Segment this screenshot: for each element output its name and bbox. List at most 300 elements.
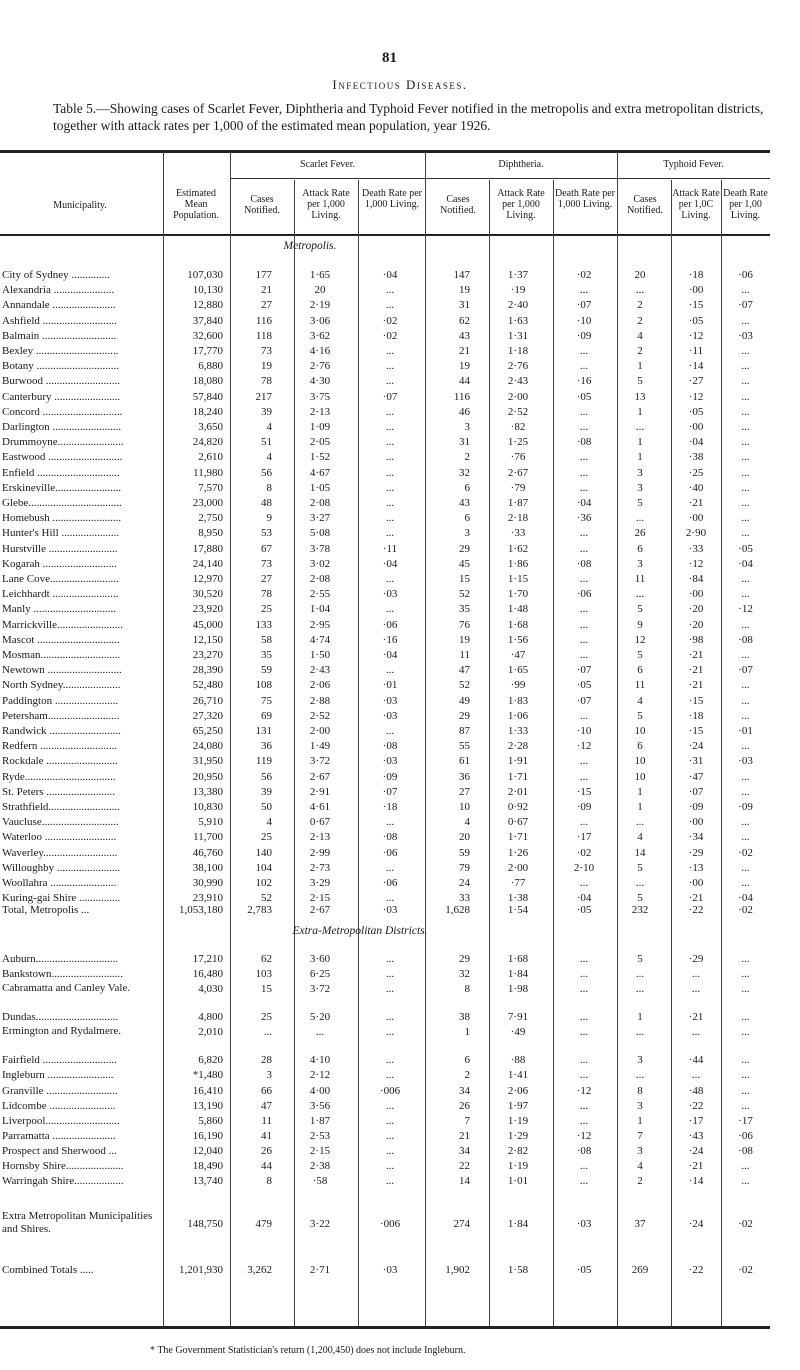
dip-death-cell: ... [579,1100,589,1112]
typ-attack-cell: ·05 [688,314,704,327]
population-cell: 5,910 [198,816,223,829]
municipality-cell: Annandale ....................... [2,299,116,312]
scarlet-death-cell: ·04 [382,649,398,661]
scarlet-death-cell: ·06 [382,846,398,859]
header-scarlet-cases: Cases Notified. [244,194,280,216]
typ-cases-cell: 3 [637,1054,643,1066]
dip-attack-cell: ·19 [510,284,526,297]
scarlet-cases-cell: 177 [255,269,272,281]
scarlet-cases-cell: 75 [261,694,272,707]
dip-cases-cell: 55 [459,740,470,753]
dip-cases-cell: 62 [459,314,470,327]
dip-attack-cell: 1·01 [507,1175,529,1187]
municipality-cell: Total, Metropolis ... [2,904,90,916]
population-cell: 18,490 [192,1160,223,1172]
scarlet-cases-cell: 21 [261,284,272,297]
table-row [0,420,770,435]
table-row [0,1174,770,1189]
municipality-cell: Alexandria ...................... [2,284,115,297]
municipality-cell: Fairfield ........................... [2,1054,117,1066]
typ-death-cell: ·02 [738,846,753,859]
dip-death-cell: ·09 [576,329,592,342]
typ-cases-cell: ... [635,1026,645,1038]
municipality-cell: Darlington ......................... [2,421,122,433]
scarlet-cases-cell: 3 [266,1069,272,1081]
dip-attack-cell: 1·84 [507,1218,529,1230]
dip-attack-cell: ·33 [510,527,526,540]
scarlet-death-cell: ·03 [382,709,398,722]
table-row [0,314,770,329]
typ-cases-cell: 6 [637,542,643,555]
typ-cases-cell: 1 [637,1011,643,1023]
typ-death-cell: ... [741,466,750,479]
table-row [0,283,770,298]
scarlet-death-cell: ... [385,481,395,494]
dip-cases-cell: 87 [459,725,470,737]
typ-death-cell: ... [741,816,750,829]
dip-death-cell: ·03 [576,1218,592,1230]
typ-death-cell: ... [741,451,750,464]
population-cell: 148,750 [187,1218,223,1230]
dip-attack-cell: 1·83 [507,694,529,707]
population-cell: 24,140 [192,557,223,570]
header-municipality: Municipality. [53,200,107,211]
scarlet-attack-cell: 1·05 [309,481,331,494]
table-row [0,450,770,465]
dip-cases-cell: 27 [459,785,470,798]
scarlet-death-cell: ·08 [382,831,398,844]
typ-cases-cell: ... [635,983,645,995]
dip-death-cell: ... [579,360,589,373]
municipality-cell: St. Peters ......................... [2,785,116,798]
typ-attack-cell: ·12 [688,329,704,342]
page-title: Infectious Diseases. [332,77,468,92]
typ-death-cell: ... [741,740,750,753]
scarlet-death-cell: ... [385,497,395,509]
dip-death-cell: ·12 [576,1085,592,1097]
scarlet-death-cell: ... [385,1011,395,1023]
dip-death-cell: ·10 [576,314,592,327]
dip-attack-cell: ·76 [510,451,526,464]
typ-cases-cell: 20 [634,269,646,281]
table-row [0,876,770,891]
dip-attack-cell: ·77 [510,877,526,889]
typ-cases-cell: ... [635,421,645,433]
typ-cases-cell: 4 [637,831,643,844]
typ-death-cell: ... [741,405,750,418]
typ-death-cell: ... [741,618,750,631]
dip-cases-cell: 19 [459,633,470,646]
dip-cases-cell: 46 [459,405,470,418]
typ-death-cell: ... [741,512,750,525]
scarlet-death-cell: ... [385,664,395,677]
typ-attack-cell: ·29 [688,846,704,859]
dip-attack-cell: 1·26 [507,846,529,859]
typ-death-cell: ·02 [738,904,753,916]
scarlet-cases-cell: 119 [255,755,272,768]
table-caption: Table 5.—Showing cases of Scarlet Fever, Diphtheria and Typhoid Fever notified in the metropolis and extra metropolitan districts, together with attack rates per 1,000 of the estimated mean population, year 1926. [53,101,764,133]
scarlet-death-cell: ... [385,360,395,373]
dip-death-cell: ... [579,1026,589,1038]
dip-attack-cell: 2·00 [507,390,529,403]
dip-attack-cell: 1·84 [507,968,529,980]
table-row [0,694,770,709]
typ-cases-cell: ... [635,816,645,829]
municipality-cell: Warringah Shire.................. [2,1175,124,1187]
typ-cases-cell: 14 [634,846,646,859]
municipality-cell: Dundas.............................. [2,1011,119,1023]
dip-cases-cell: 19 [459,360,470,373]
scarlet-death-cell: ·03 [382,694,398,707]
typ-attack-cell: ·98 [688,633,704,646]
dip-death-cell: ·02 [576,269,592,281]
dip-cases-cell: 3 [464,421,470,433]
scarlet-death-cell: ·06 [382,618,398,631]
dip-attack-cell: 1·33 [507,725,529,737]
municipality-cell: Kuring-gai Shire ............... [2,892,121,905]
scarlet-attack-cell: 4·67 [309,466,331,479]
typ-cases-cell: 5 [637,861,643,874]
scarlet-cases-cell: 8 [266,1175,272,1187]
scarlet-cases-cell: 51 [261,436,272,449]
scarlet-cases-cell: 3,262 [247,1264,272,1276]
dip-death-cell: ... [579,1160,589,1172]
typ-attack-cell: ·12 [688,390,704,403]
municipality-cell: Balmain ........................... [2,329,117,342]
scarlet-cases-cell: 67 [261,542,272,555]
typ-cases-cell: 7 [637,1130,643,1142]
header-scarlet-fever: Scarlet Fever. [300,159,355,170]
typ-cases-cell: 8 [637,1085,643,1097]
dip-cases-cell: 34 [459,1145,470,1157]
population-cell: 57,840 [192,390,223,403]
typ-cases-cell: 1 [637,405,643,418]
population-cell: 27,320 [192,709,223,722]
municipality-cell: Enfield .............................. [2,466,120,479]
typ-attack-cell: ·14 [688,1175,704,1187]
section-title-metropolis: Metropolis. [283,240,337,252]
scarlet-death-cell: ·09 [382,770,398,783]
table-row [0,542,770,557]
scarlet-attack-cell: 20 [314,284,326,297]
dip-attack-cell: 1·25 [507,436,529,449]
typ-cases-cell: 4 [637,694,643,707]
scarlet-cases-cell: 50 [261,801,272,813]
typ-attack-cell: ·00 [688,421,704,433]
scarlet-cases-cell: 108 [255,679,272,692]
typ-cases-cell: ... [635,877,645,889]
population-cell: 6,820 [198,1054,223,1066]
table-row [0,952,770,967]
scarlet-attack-cell: 3·06 [309,314,331,327]
typ-attack-cell: ·84 [688,573,704,585]
typ-death-cell: ·07 [738,664,753,677]
scarlet-cases-cell: 25 [261,1011,272,1023]
typ-cases-cell: 1 [637,801,643,813]
typ-death-cell: ·08 [738,633,753,646]
scarlet-death-cell: ... [385,1100,395,1112]
table-row [0,800,770,815]
typ-attack-cell: ·00 [688,284,704,297]
dip-cases-cell: 61 [459,755,470,768]
scarlet-death-cell: ·04 [382,557,398,570]
population-cell: 52,480 [192,679,223,692]
dip-death-cell: ... [579,633,589,646]
scarlet-attack-cell: 2·38 [309,1160,331,1172]
table-row [0,663,770,678]
scarlet-death-cell: ·03 [382,904,398,916]
scarlet-death-cell: ... [385,436,395,449]
population-cell: 13,190 [192,1100,223,1112]
municipality-cell: Ermington and Rydalmere. [2,1025,122,1037]
dip-cases-cell: 33 [459,892,470,905]
scarlet-death-cell: ... [385,725,395,737]
dip-attack-cell: 1·41 [507,1069,529,1081]
scarlet-cases-cell: 41 [261,1130,272,1142]
scarlet-attack-cell: 1·65 [309,269,331,281]
dip-death-cell: ·07 [576,664,592,677]
population-cell: 2,610 [198,451,223,464]
municipality-cell: Leichhardt ........................ [2,588,119,601]
scarlet-death-cell: ... [385,861,395,874]
typ-death-cell: ... [741,1026,750,1038]
scarlet-cases-cell: 9 [266,512,272,525]
scarlet-death-cell: ... [385,466,395,479]
dip-death-cell: ·06 [576,588,592,601]
dip-death-cell: ... [579,542,589,555]
population-cell: 12,040 [192,1145,223,1157]
population-cell: 18,080 [192,375,223,388]
dip-attack-cell: 7·91 [507,1011,529,1023]
typ-death-cell: ... [741,527,750,540]
population-cell: 4,800 [198,1011,223,1023]
dip-attack-cell: 1·68 [507,953,529,965]
typ-death-cell: ·04 [738,892,753,905]
scarlet-death-cell: ... [385,527,395,540]
dip-death-cell: ·08 [576,436,592,449]
dip-attack-cell: 2·76 [507,360,529,373]
typ-death-cell: ... [741,1069,750,1081]
table-row [0,830,770,845]
population-cell: 10,830 [192,801,223,813]
scarlet-attack-cell: 4·30 [309,375,331,388]
table-row [0,709,770,724]
header-scarlet-death: Death Rate per 1,000 Living. [362,188,422,210]
scarlet-attack-cell: 2·91 [309,785,331,798]
dip-death-cell: ... [579,755,589,768]
dip-cases-cell: 6 [464,1054,470,1066]
table-top-rule [0,150,770,153]
population-cell: 23,910 [192,892,223,905]
table-row [0,754,770,769]
dip-attack-cell: 1·31 [507,329,529,342]
scarlet-cases-cell: 47 [261,1100,272,1112]
typ-death-cell: ·12 [738,603,753,616]
municipality-cell: Kogarah ........................... [2,557,117,570]
dip-cases-cell: 29 [459,953,470,965]
scarlet-attack-cell: 2·99 [309,846,331,859]
scarlet-attack-cell: 3·56 [309,1100,331,1112]
dip-cases-cell: 32 [459,968,470,980]
scarlet-death-cell: ·18 [382,801,398,813]
scarlet-cases-cell: 59 [261,664,272,677]
dip-death-cell: 2·10 [573,861,595,874]
scarlet-attack-cell: 2·12 [309,1069,331,1081]
dip-death-cell: ·16 [576,375,592,388]
typ-attack-cell: ·00 [688,512,704,525]
scarlet-cases-cell: 73 [261,557,272,570]
scarlet-cases-cell: 217 [255,390,272,403]
dip-cases-cell: 6 [464,512,470,525]
table-row [0,557,770,572]
dip-attack-cell: 2·18 [507,512,529,525]
dip-death-cell: ·09 [576,801,592,813]
municipality-cell: Botany .............................. [2,360,120,373]
typ-attack-cell: ·22 [688,1100,704,1112]
header-population: Estimated Mean Population. [173,188,219,221]
scarlet-attack-cell: 2·05 [309,436,331,449]
dip-death-cell: ... [579,618,589,631]
scarlet-attack-cell: 2·06 [309,679,331,692]
dip-death-cell: ... [579,1175,589,1187]
dip-attack-cell: 1·97 [507,1100,529,1112]
dip-attack-cell: 1·29 [507,1130,529,1142]
scarlet-attack-cell: 2·00 [309,725,331,737]
population-cell: 24,820 [192,436,223,449]
dip-death-cell: ·05 [576,390,592,403]
scarlet-attack-cell: 2·13 [309,405,331,418]
scarlet-death-cell: ... [385,1115,395,1127]
municipality-cell: Mosman............................. [2,649,121,661]
dip-cases-cell: 8 [464,983,470,995]
typ-attack-cell: ·20 [688,603,704,616]
typ-attack-cell: ·21 [688,679,704,692]
dip-attack-cell: 1·71 [507,831,529,844]
dip-death-cell: ... [579,481,589,494]
typ-death-cell: ·04 [738,557,753,570]
scarlet-death-cell: ... [385,421,395,433]
typ-death-cell: ... [741,649,750,661]
scarlet-cases-cell: 133 [255,618,272,631]
typ-attack-cell: ·15 [688,725,704,737]
scarlet-cases-cell: 131 [255,725,272,737]
scarlet-cases-cell: 53 [261,527,272,540]
scarlet-death-cell: ... [385,1069,395,1081]
typ-cases-cell: 13 [634,390,646,403]
scarlet-attack-cell: 2·13 [309,831,331,844]
scarlet-death-cell: ... [385,284,395,297]
table-row [0,1159,770,1174]
dip-attack-cell: 1·19 [507,1160,529,1172]
scarlet-cases-cell: 69 [261,709,272,722]
typ-death-cell: ... [741,345,750,357]
typ-death-cell: ·07 [738,299,753,312]
typ-attack-cell: ·04 [688,436,704,449]
dip-cases-cell: 1 [464,1026,470,1038]
scarlet-cases-cell: 4 [266,816,272,829]
municipality-cell: Redfern ............................ [2,740,118,753]
municipality-cell: Waverley........................... [2,846,118,859]
dip-attack-cell: 1·19 [507,1115,529,1127]
dip-attack-cell: 0·67 [507,816,529,829]
dip-attack-cell: 1·87 [507,497,529,509]
typ-attack-cell: ·43 [688,1130,704,1142]
scarlet-attack-cell: 3·27 [309,512,331,525]
typ-cases-cell: 2 [637,299,643,312]
population-cell: 23,920 [192,603,223,616]
population-cell: 5,860 [198,1115,223,1127]
scarlet-death-cell: ... [385,953,395,965]
dip-attack-cell: ·88 [510,1054,526,1066]
scarlet-attack-cell: 4·74 [309,633,331,646]
scarlet-cases-cell: ... [263,1026,272,1038]
scarlet-death-cell: ... [385,892,395,905]
dip-death-cell: ·05 [576,1264,592,1276]
dip-cases-cell: 2 [464,1069,470,1081]
dip-attack-cell: 2·01 [507,785,529,798]
typ-cases-cell: 10 [634,770,646,783]
dip-attack-cell: ·47 [510,649,526,661]
dip-cases-cell: 11 [459,649,470,661]
municipality-cell: Paddington ....................... [2,694,119,707]
scarlet-attack-cell: 2·15 [309,1145,331,1157]
scarlet-attack-cell: 1·09 [309,421,331,433]
population-cell: 16,480 [192,968,223,980]
scarlet-attack-cell: 2·08 [309,573,331,585]
scarlet-cases-cell: 66 [261,1085,272,1097]
typ-cases-cell: 269 [631,1264,649,1276]
population-cell: 107,030 [187,269,223,281]
total-row-combined [0,1263,770,1278]
dip-death-cell: ·05 [576,679,592,692]
dip-cases-cell: 59 [459,846,470,859]
scarlet-death-cell: ... [385,816,395,829]
dip-cases-cell: 49 [459,694,470,707]
table-row [0,526,770,541]
typ-attack-cell: ·21 [688,1011,704,1023]
dip-death-cell: ·12 [576,740,592,753]
typ-attack-cell: ·12 [688,557,704,570]
scarlet-death-cell: ·07 [382,390,398,403]
typ-cases-cell: 3 [637,466,643,479]
dip-attack-cell: 1·56 [507,633,529,646]
dip-attack-cell: 1·65 [507,664,529,677]
table-row [0,1025,770,1053]
scarlet-attack-cell: 1·52 [309,451,331,464]
population-cell: 23,270 [192,649,223,661]
scarlet-cases-cell: 27 [261,573,272,585]
table-row [0,374,770,389]
municipality-cell: Ingleburn ........................ [2,1069,114,1081]
typ-attack-cell: ·44 [688,1054,704,1066]
scarlet-cases-cell: 25 [261,831,272,844]
header-typ-cases: Cases Notified. [627,194,663,216]
population-cell: 12,150 [192,633,223,646]
dip-death-cell: ... [579,527,589,540]
scarlet-death-cell: ·03 [382,588,398,601]
dip-attack-cell: 1·68 [507,618,529,631]
scarlet-cases-cell: 19 [261,360,272,373]
scarlet-cases-cell: 26 [261,1145,272,1157]
typ-attack-cell: ·24 [688,1218,704,1230]
table-row [0,1144,770,1159]
dip-attack-cell: 0·92 [507,801,529,813]
scarlet-death-cell: ... [385,512,395,525]
municipality-cell: Bankstown.......................... [2,968,123,980]
scarlet-attack-cell: 4·00 [309,1085,331,1097]
typ-attack-cell: ... [691,1069,701,1081]
table-row [0,815,770,830]
